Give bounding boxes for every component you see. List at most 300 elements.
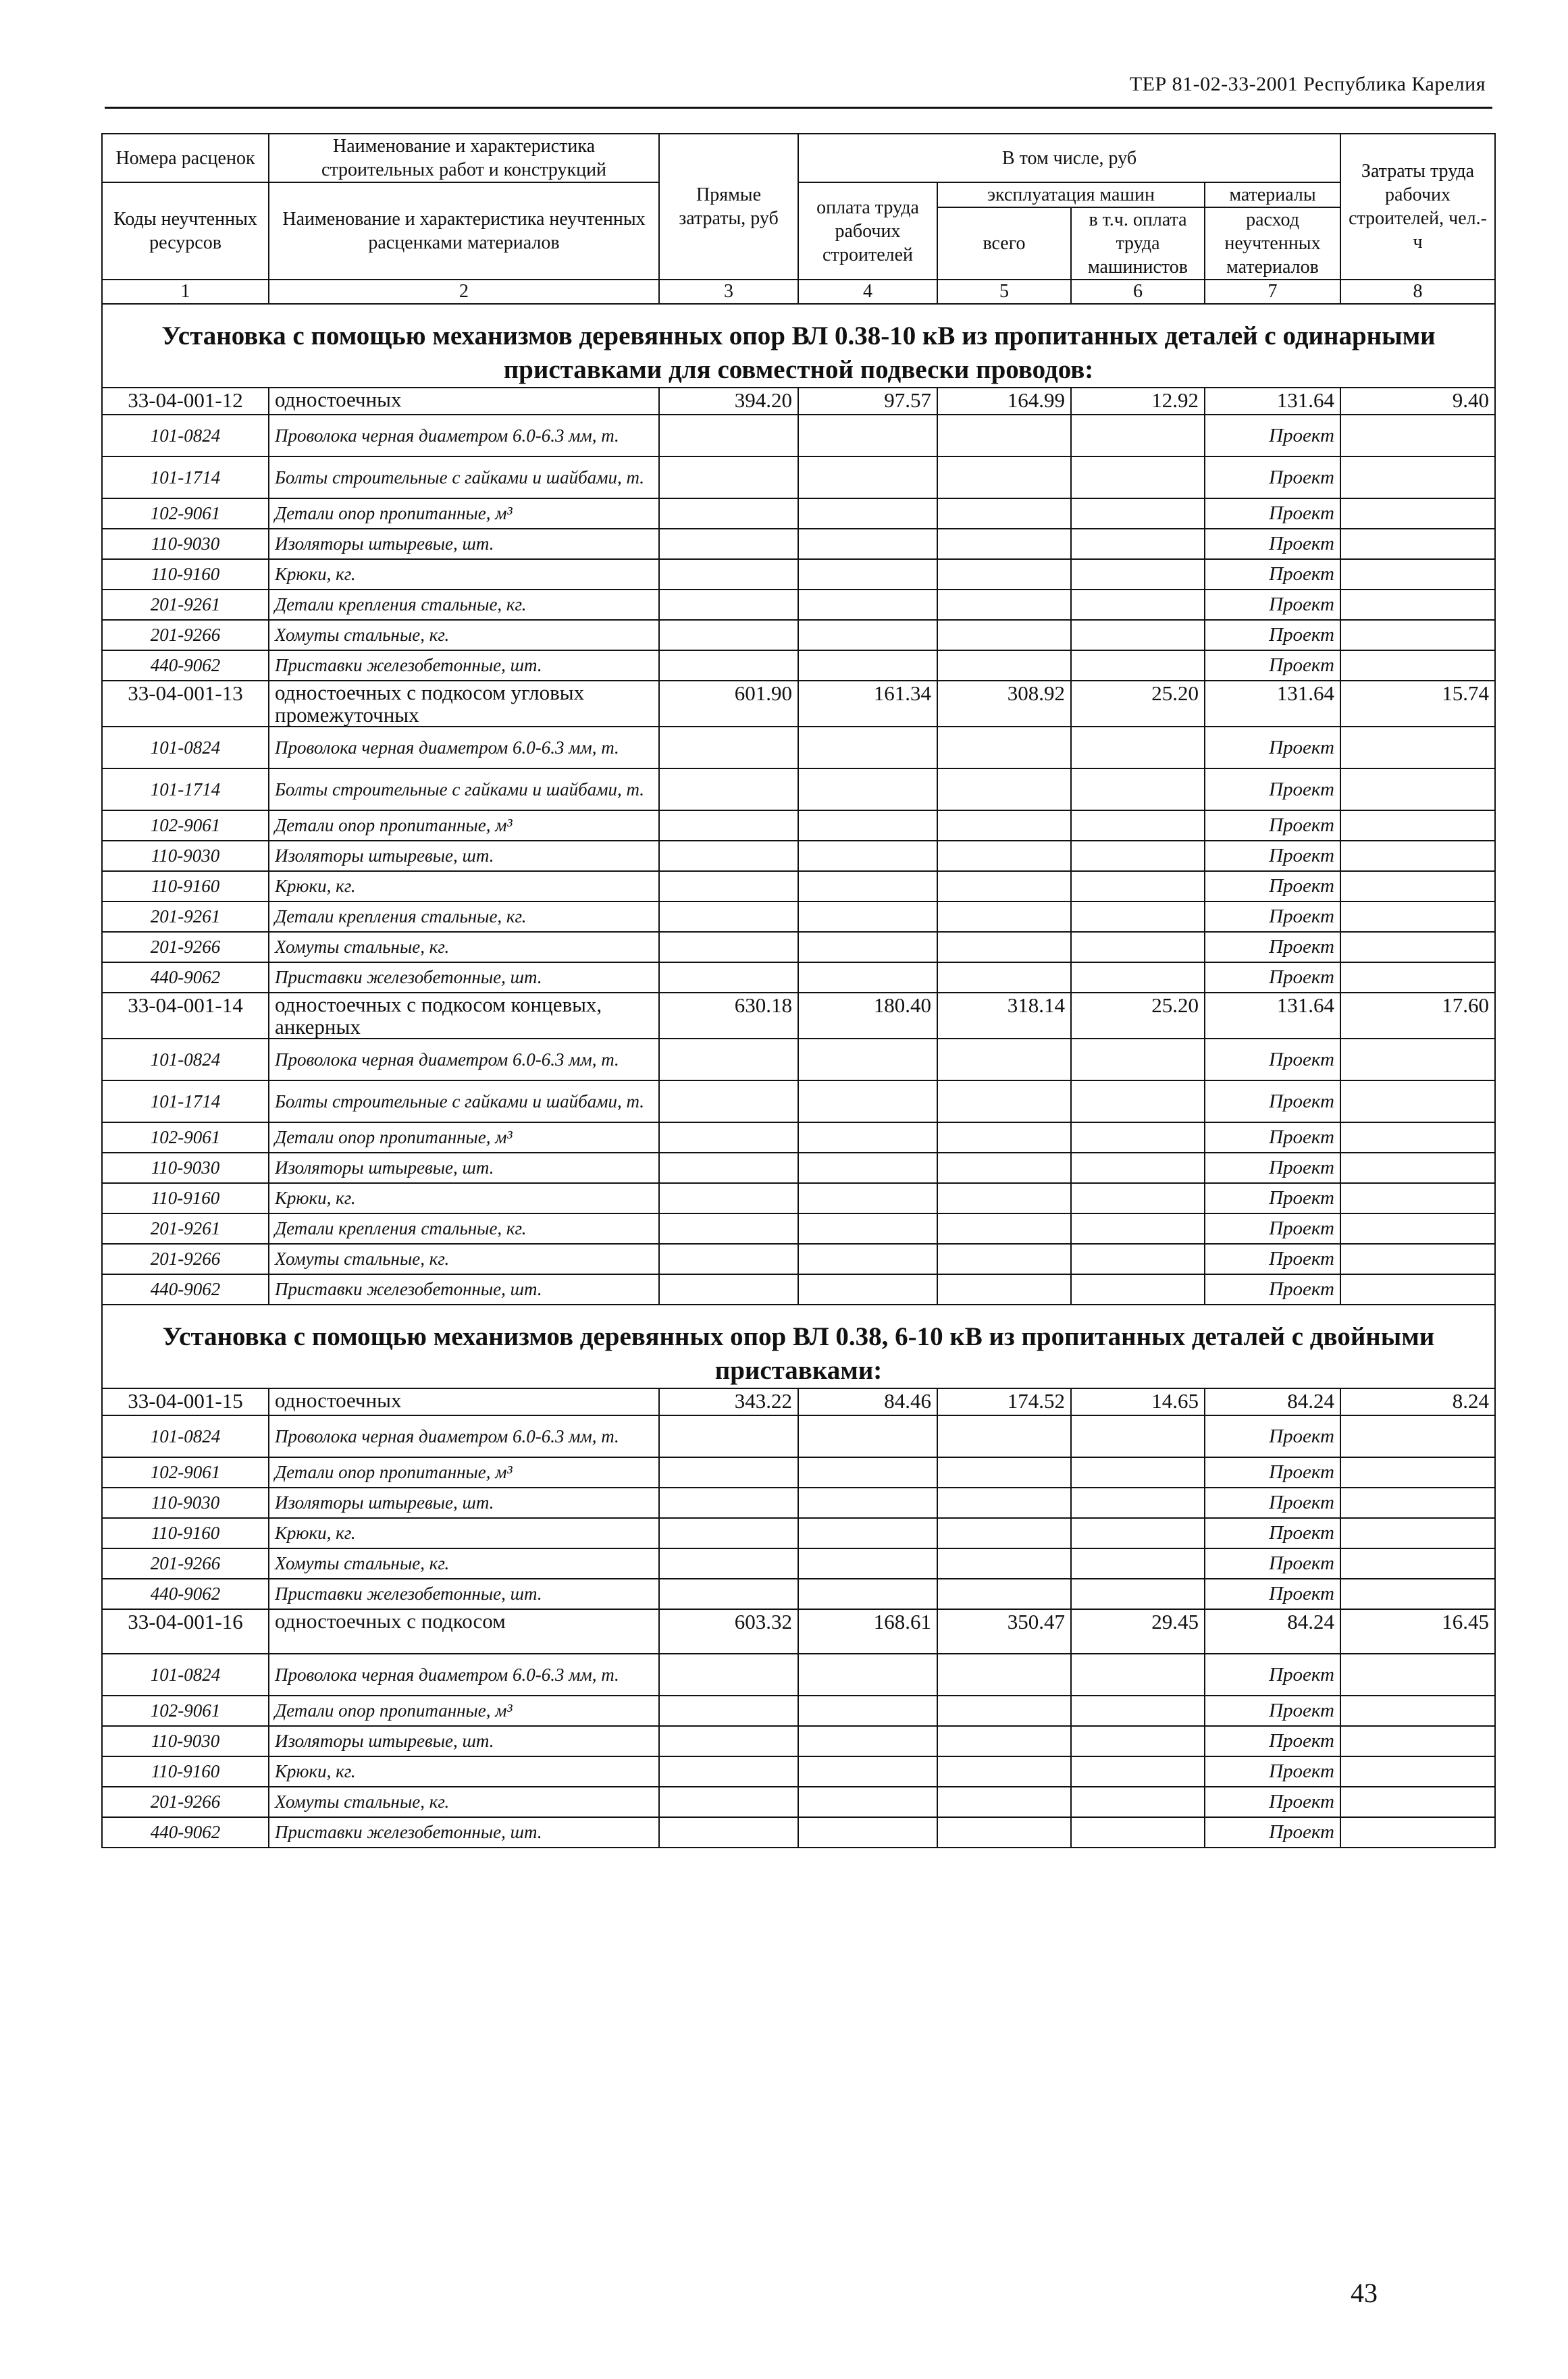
rate-name: одностоечных — [269, 1388, 659, 1415]
resource-code: 201-9266 — [102, 1244, 269, 1274]
resource-row — [102, 1518, 1495, 1548]
empty-cell — [798, 1548, 937, 1579]
resource-row — [102, 1654, 1495, 1696]
empty-cell — [1340, 1548, 1495, 1579]
rate-row — [102, 681, 1495, 727]
empty-cell — [659, 1654, 798, 1696]
empty-cell — [1340, 1518, 1495, 1548]
empty-cell — [937, 1817, 1071, 1848]
empty-cell — [659, 1153, 798, 1183]
empty-cell — [798, 1244, 937, 1274]
empty-cell — [937, 871, 1071, 901]
empty-cell — [659, 650, 798, 681]
resource-name: Изоляторы штыревые, шт. — [269, 841, 659, 871]
resource-code: 101-0824 — [102, 415, 269, 456]
resource-code: 110-9160 — [102, 1183, 269, 1213]
empty-cell — [659, 1080, 798, 1122]
resource-row — [102, 768, 1495, 810]
resource-code: 102-9061 — [102, 1457, 269, 1488]
resource-mark: Проект — [1205, 559, 1340, 590]
empty-cell — [937, 1244, 1071, 1274]
worker-wages-value: 180.40 — [798, 993, 937, 1039]
empty-cell — [798, 456, 937, 498]
empty-cell — [1071, 559, 1205, 590]
resource-name: Детали крепления стальные, кг. — [269, 590, 659, 620]
resource-code: 110-9160 — [102, 1756, 269, 1787]
resource-mark: Проект — [1205, 1726, 1340, 1756]
header-work-name: Наименование и характеристика строительных работ и конструкций — [269, 134, 659, 182]
empty-cell — [1071, 810, 1205, 841]
resource-name: Приставки железобетонные, шт. — [269, 650, 659, 681]
empty-cell — [798, 1488, 937, 1518]
resource-mark: Проект — [1205, 1654, 1340, 1696]
resource-code: 201-9266 — [102, 620, 269, 650]
resource-name: Крюки, кг. — [269, 559, 659, 590]
empty-cell — [1071, 456, 1205, 498]
empty-cell — [1340, 1080, 1495, 1122]
resource-code: 110-9030 — [102, 1153, 269, 1183]
resource-name: Детали крепления стальные, кг. — [269, 901, 659, 932]
resource-code: 440-9062 — [102, 650, 269, 681]
section-heading: Установка с помощью механизмов деревянных опор ВЛ 0.38-10 кВ из пропитанных деталей с одинарными приставками для совместной подвески проводов: — [102, 304, 1495, 388]
rate-code: 33-04-001-14 — [102, 993, 269, 1039]
empty-cell — [1071, 901, 1205, 932]
empty-cell — [1071, 1488, 1205, 1518]
empty-cell — [1340, 1654, 1495, 1696]
worker-wages-value: 84.46 — [798, 1388, 937, 1415]
resource-code: 102-9061 — [102, 1696, 269, 1726]
materials-value: 84.24 — [1205, 1388, 1340, 1415]
empty-cell — [1071, 590, 1205, 620]
empty-cell — [659, 1274, 798, 1305]
empty-cell — [937, 1518, 1071, 1548]
rate-code: 33-04-001-13 — [102, 681, 269, 727]
resource-name: Хомуты стальные, кг. — [269, 1244, 659, 1274]
empty-cell — [1340, 1488, 1495, 1518]
empty-cell — [1071, 529, 1205, 559]
empty-cell — [1340, 1787, 1495, 1817]
resource-row — [102, 1122, 1495, 1153]
empty-cell — [937, 650, 1071, 681]
resource-name: Крюки, кг. — [269, 1518, 659, 1548]
resource-mark: Проект — [1205, 590, 1340, 620]
empty-cell — [659, 727, 798, 768]
header-material-name: Наименование и характеристика неучтенных расценками материалов — [269, 182, 659, 280]
empty-cell — [1340, 962, 1495, 993]
resource-row — [102, 1696, 1495, 1726]
resource-name: Изоляторы штыревые, шт. — [269, 529, 659, 559]
section-heading-row — [102, 304, 1495, 388]
machines-total-value: 174.52 — [937, 1388, 1071, 1415]
resource-code: 201-9261 — [102, 590, 269, 620]
machinist-wages-value: 14.65 — [1071, 1388, 1205, 1415]
page-number: 43 — [1351, 2278, 1378, 2308]
empty-cell — [798, 810, 937, 841]
empty-cell — [1340, 1756, 1495, 1787]
empty-cell — [798, 559, 937, 590]
resource-row — [102, 529, 1495, 559]
resource-mark: Проект — [1205, 727, 1340, 768]
empty-cell — [1340, 650, 1495, 681]
empty-cell — [937, 1213, 1071, 1244]
empty-cell — [659, 498, 798, 529]
empty-cell — [1071, 962, 1205, 993]
empty-cell — [798, 727, 937, 768]
resource-name: Детали опор пропитанные, м³ — [269, 1457, 659, 1488]
empty-cell — [1071, 1787, 1205, 1817]
resource-mark: Проект — [1205, 1415, 1340, 1457]
empty-cell — [937, 962, 1071, 993]
empty-cell — [937, 1122, 1071, 1153]
resource-name: Изоляторы штыревые, шт. — [269, 1153, 659, 1183]
resource-mark: Проект — [1205, 529, 1340, 559]
resource-mark: Проект — [1205, 498, 1340, 529]
empty-cell — [659, 620, 798, 650]
resource-row — [102, 650, 1495, 681]
empty-cell — [798, 1457, 937, 1488]
empty-cell — [937, 1726, 1071, 1756]
resource-row — [102, 727, 1495, 768]
empty-cell — [1071, 620, 1205, 650]
empty-cell — [1071, 1654, 1205, 1696]
empty-cell — [1340, 1122, 1495, 1153]
empty-cell — [1340, 1579, 1495, 1609]
resource-code: 102-9061 — [102, 1122, 269, 1153]
resource-name: Проволока черная диаметром 6.0-6.3 мм, т. — [269, 415, 659, 456]
empty-cell — [937, 1787, 1071, 1817]
materials-value: 131.64 — [1205, 993, 1340, 1039]
rate-name: одностоечных с подкосом концевых, анкерных — [269, 993, 659, 1039]
labor-costs-value: 17.60 — [1340, 993, 1495, 1039]
materials-value: 131.64 — [1205, 681, 1340, 727]
resource-code: 102-9061 — [102, 810, 269, 841]
resource-mark: Проект — [1205, 962, 1340, 993]
direct-costs-value: 394.20 — [659, 388, 798, 415]
empty-cell — [659, 932, 798, 962]
resource-mark: Проект — [1205, 1579, 1340, 1609]
empty-cell — [798, 1153, 937, 1183]
empty-cell — [937, 1415, 1071, 1457]
empty-cell — [798, 1415, 937, 1457]
resource-name: Приставки железобетонные, шт. — [269, 1817, 659, 1848]
resource-row — [102, 810, 1495, 841]
empty-cell — [1340, 529, 1495, 559]
resource-name: Хомуты стальные, кг. — [269, 932, 659, 962]
empty-cell — [659, 901, 798, 932]
machines-total-value: 308.92 — [937, 681, 1071, 727]
empty-cell — [659, 1213, 798, 1244]
labor-costs-value: 15.74 — [1340, 681, 1495, 727]
empty-cell — [1071, 1696, 1205, 1726]
empty-cell — [798, 650, 937, 681]
empty-cell — [798, 498, 937, 529]
empty-cell — [1340, 559, 1495, 590]
resource-name: Болты строительные с гайками и шайбами, т. — [269, 456, 659, 498]
rates-table — [101, 133, 1496, 1848]
empty-cell — [1071, 1457, 1205, 1488]
direct-costs-value: 603.32 — [659, 1609, 798, 1654]
empty-cell — [1340, 1153, 1495, 1183]
empty-cell — [1340, 841, 1495, 871]
resource-code: 101-0824 — [102, 1415, 269, 1457]
resource-row — [102, 871, 1495, 901]
running-title: ТЕР 81-02-33-2001 Республика Карелия — [1129, 73, 1486, 95]
resource-name: Детали опор пропитанные, м³ — [269, 1122, 659, 1153]
resource-row — [102, 1457, 1495, 1488]
machines-total-value: 318.14 — [937, 993, 1071, 1039]
column-number: 4 — [798, 280, 937, 304]
resource-name: Болты строительные с гайками и шайбами, т. — [269, 1080, 659, 1122]
materials-value: 131.64 — [1205, 388, 1340, 415]
empty-cell — [1071, 1274, 1205, 1305]
empty-cell — [659, 1817, 798, 1848]
empty-cell — [1071, 1726, 1205, 1756]
empty-cell — [937, 559, 1071, 590]
machinist-wages-value: 29.45 — [1071, 1609, 1205, 1654]
empty-cell — [1071, 768, 1205, 810]
resource-code: 102-9061 — [102, 498, 269, 529]
resource-row — [102, 1213, 1495, 1244]
resource-mark: Проект — [1205, 1548, 1340, 1579]
empty-cell — [937, 1039, 1071, 1080]
empty-cell — [659, 559, 798, 590]
resource-name: Проволока черная диаметром 6.0-6.3 мм, т. — [269, 1039, 659, 1080]
materials-value: 84.24 — [1205, 1609, 1340, 1654]
header-resource-codes: Коды неучтенных ресурсов — [102, 182, 269, 280]
empty-cell — [659, 590, 798, 620]
resource-mark: Проект — [1205, 650, 1340, 681]
empty-cell — [1340, 1213, 1495, 1244]
empty-cell — [798, 1726, 937, 1756]
labor-costs-value: 9.40 — [1340, 388, 1495, 415]
resource-mark: Проект — [1205, 841, 1340, 871]
empty-cell — [937, 415, 1071, 456]
rate-row — [102, 993, 1495, 1039]
resource-row — [102, 559, 1495, 590]
rate-code: 33-04-001-16 — [102, 1609, 269, 1654]
empty-cell — [798, 1817, 937, 1848]
empty-cell — [1340, 456, 1495, 498]
resource-name: Хомуты стальные, кг. — [269, 1548, 659, 1579]
empty-cell — [1071, 841, 1205, 871]
empty-cell — [1340, 1415, 1495, 1457]
resource-row — [102, 1039, 1495, 1080]
empty-cell — [659, 1415, 798, 1457]
empty-cell — [1071, 932, 1205, 962]
empty-cell — [937, 727, 1071, 768]
empty-cell — [1340, 1039, 1495, 1080]
empty-cell — [659, 810, 798, 841]
resource-row — [102, 620, 1495, 650]
resource-code: 110-9160 — [102, 871, 269, 901]
table-body — [102, 304, 1495, 1848]
empty-cell — [659, 768, 798, 810]
resource-row — [102, 1153, 1495, 1183]
resource-mark: Проект — [1205, 1183, 1340, 1213]
resource-code: 110-9030 — [102, 1726, 269, 1756]
resource-name: Приставки железобетонные, шт. — [269, 1579, 659, 1609]
resource-row — [102, 456, 1495, 498]
resource-code: 440-9062 — [102, 962, 269, 993]
resource-name: Детали опор пропитанные, м³ — [269, 810, 659, 841]
empty-cell — [1340, 871, 1495, 901]
empty-cell — [1071, 871, 1205, 901]
resource-mark: Проект — [1205, 1787, 1340, 1817]
resource-name: Изоляторы штыревые, шт. — [269, 1488, 659, 1518]
empty-cell — [937, 1457, 1071, 1488]
empty-cell — [659, 871, 798, 901]
resource-mark: Проект — [1205, 1457, 1340, 1488]
empty-cell — [798, 1579, 937, 1609]
resource-code: 110-9030 — [102, 1488, 269, 1518]
empty-cell — [1340, 1726, 1495, 1756]
rate-code: 33-04-001-15 — [102, 1388, 269, 1415]
empty-cell — [1340, 1183, 1495, 1213]
resource-row — [102, 1183, 1495, 1213]
resource-row — [102, 1415, 1495, 1457]
header-in-total: В том числе, руб — [798, 134, 1340, 182]
resource-name: Проволока черная диаметром 6.0-6.3 мм, т. — [269, 1415, 659, 1457]
resource-row — [102, 932, 1495, 962]
header-machines-total: всего — [937, 207, 1071, 280]
empty-cell — [659, 1579, 798, 1609]
empty-cell — [798, 932, 937, 962]
resource-name: Изоляторы штыревые, шт. — [269, 1726, 659, 1756]
resource-mark: Проект — [1205, 901, 1340, 932]
empty-cell — [1071, 1518, 1205, 1548]
empty-cell — [659, 529, 798, 559]
column-number: 5 — [937, 280, 1071, 304]
empty-cell — [798, 620, 937, 650]
empty-cell — [798, 871, 937, 901]
resource-code: 201-9261 — [102, 1213, 269, 1244]
rate-code: 33-04-001-12 — [102, 388, 269, 415]
column-number: 1 — [102, 280, 269, 304]
rate-row — [102, 1609, 1495, 1654]
worker-wages-value: 168.61 — [798, 1609, 937, 1654]
empty-cell — [798, 1756, 937, 1787]
empty-cell — [937, 1548, 1071, 1579]
empty-cell — [1340, 727, 1495, 768]
resource-row — [102, 1726, 1495, 1756]
empty-cell — [937, 841, 1071, 871]
resource-mark: Проект — [1205, 1817, 1340, 1848]
resource-code: 201-9261 — [102, 901, 269, 932]
resource-code: 110-9160 — [102, 559, 269, 590]
empty-cell — [1071, 1579, 1205, 1609]
empty-cell — [1340, 901, 1495, 932]
empty-cell — [1071, 1080, 1205, 1122]
empty-cell — [937, 810, 1071, 841]
empty-cell — [1071, 415, 1205, 456]
resource-mark: Проект — [1205, 1039, 1340, 1080]
empty-cell — [798, 1518, 937, 1548]
header-direct-costs: Прямые затраты, руб — [659, 134, 798, 280]
empty-cell — [798, 1696, 937, 1726]
resource-code: 110-9030 — [102, 529, 269, 559]
resource-code: 101-0824 — [102, 1039, 269, 1080]
resource-mark: Проект — [1205, 810, 1340, 841]
empty-cell — [1340, 498, 1495, 529]
header-machinist-wages: в т.ч. оплата труда машинистов — [1071, 207, 1205, 280]
empty-cell — [798, 962, 937, 993]
resource-row — [102, 1244, 1495, 1274]
resource-mark: Проект — [1205, 1696, 1340, 1726]
machinist-wages-value: 25.20 — [1071, 681, 1205, 727]
resource-mark: Проект — [1205, 1122, 1340, 1153]
empty-cell — [937, 620, 1071, 650]
empty-cell — [1340, 1457, 1495, 1488]
empty-cell — [1071, 1244, 1205, 1274]
empty-cell — [937, 529, 1071, 559]
resource-row — [102, 590, 1495, 620]
empty-cell — [1340, 415, 1495, 456]
empty-cell — [1071, 1183, 1205, 1213]
table-header — [102, 134, 1495, 304]
resource-code: 101-1714 — [102, 768, 269, 810]
worker-wages-value: 97.57 — [798, 388, 937, 415]
empty-cell — [1071, 650, 1205, 681]
resource-mark: Проект — [1205, 871, 1340, 901]
empty-cell — [798, 1274, 937, 1305]
resource-mark: Проект — [1205, 1756, 1340, 1787]
rate-row — [102, 388, 1495, 415]
column-number: 8 — [1340, 280, 1495, 304]
empty-cell — [937, 1654, 1071, 1696]
machinist-wages-value: 12.92 — [1071, 388, 1205, 415]
empty-cell — [798, 1213, 937, 1244]
resource-mark: Проект — [1205, 1213, 1340, 1244]
resource-name: Крюки, кг. — [269, 1756, 659, 1787]
resource-row — [102, 1080, 1495, 1122]
resource-name: Детали крепления стальные, кг. — [269, 1213, 659, 1244]
column-number: 7 — [1205, 280, 1340, 304]
resource-code: 101-1714 — [102, 1080, 269, 1122]
empty-cell — [937, 932, 1071, 962]
empty-cell — [798, 901, 937, 932]
empty-cell — [659, 1756, 798, 1787]
rate-name: одностоечных — [269, 388, 659, 415]
empty-cell — [1340, 932, 1495, 962]
empty-cell — [798, 415, 937, 456]
resource-row — [102, 841, 1495, 871]
machines-total-value: 164.99 — [937, 388, 1071, 415]
header-machines: эксплуатация машин — [937, 182, 1205, 207]
resource-name: Крюки, кг. — [269, 1183, 659, 1213]
empty-cell — [659, 1726, 798, 1756]
empty-cell — [1340, 768, 1495, 810]
empty-cell — [937, 1579, 1071, 1609]
empty-cell — [659, 1122, 798, 1153]
resource-mark: Проект — [1205, 620, 1340, 650]
resource-mark: Проект — [1205, 415, 1340, 456]
resource-row — [102, 1488, 1495, 1518]
empty-cell — [937, 456, 1071, 498]
resource-row — [102, 1756, 1495, 1787]
empty-cell — [1071, 727, 1205, 768]
resource-mark: Проект — [1205, 456, 1340, 498]
empty-cell — [659, 415, 798, 456]
resource-code: 201-9266 — [102, 1548, 269, 1579]
header-rate-number: Номера расценок — [102, 134, 269, 182]
resource-code: 101-0824 — [102, 1654, 269, 1696]
resource-row — [102, 1579, 1495, 1609]
resource-name: Проволока черная диаметром 6.0-6.3 мм, т. — [269, 1654, 659, 1696]
empty-cell — [1071, 1039, 1205, 1080]
empty-cell — [798, 1039, 937, 1080]
empty-cell — [937, 1274, 1071, 1305]
resource-code: 110-9160 — [102, 1518, 269, 1548]
